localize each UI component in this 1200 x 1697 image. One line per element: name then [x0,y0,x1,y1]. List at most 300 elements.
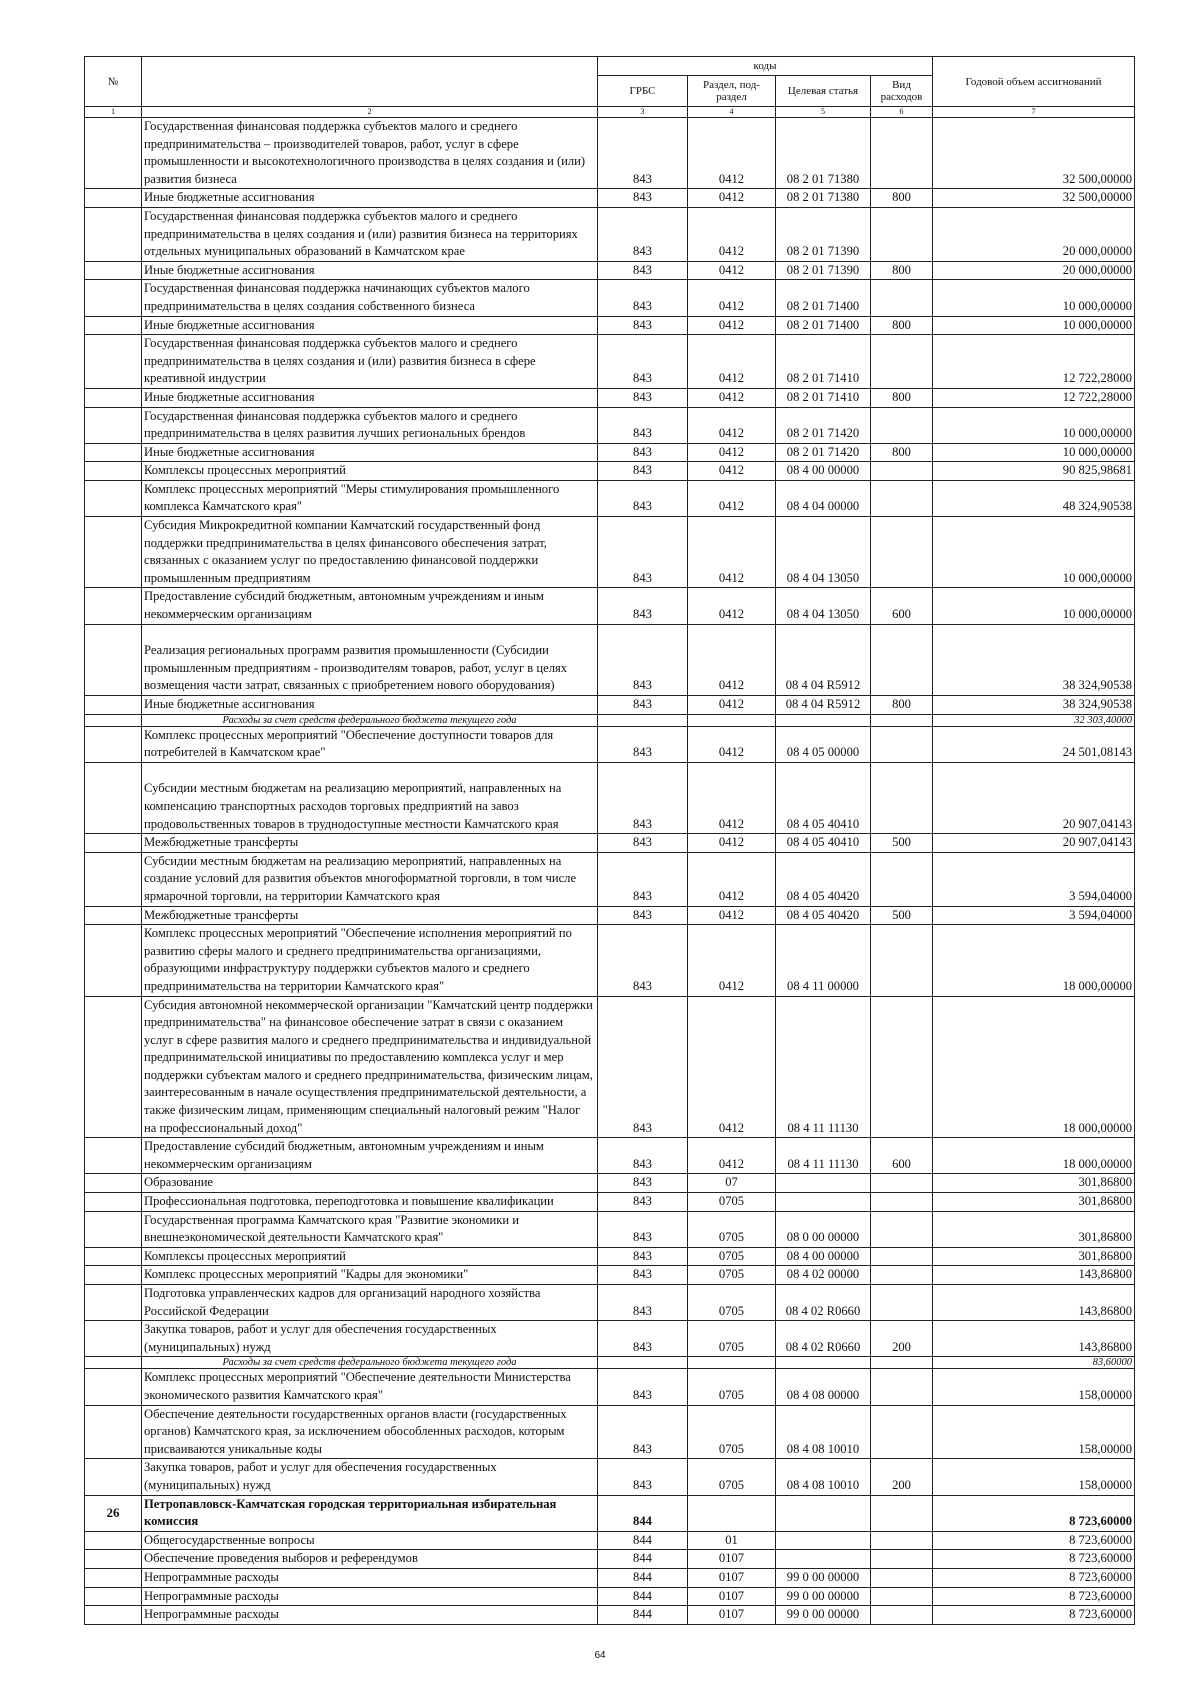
row-target: 08 2 01 71380 [776,189,871,208]
row-amount: 24 501,08143 [933,726,1135,762]
row-target: 08 4 05 00000 [776,726,871,762]
table-row [85,1138,1135,1174]
row-name: Профессиональная подготовка, переподготовка и повышение квалификации [142,1193,598,1212]
row-section: 0705 [688,1211,776,1247]
row-name: Государственная финансовая поддержка начинающих субъектов малого предпринимательства в целях создания собственного бизнеса [142,280,598,316]
row-kind: 800 [871,261,933,280]
row-grbs: 844 [598,1568,688,1587]
row-name: Государственная финансовая поддержка субъектов малого и среднего предпринимательства – производителей товаров, работ, услуг в сфере промышленности и высокотехнологичного производства в целях создания и (или) развития бизнеса [142,118,598,189]
row-amount: 8 723,60000 [933,1495,1135,1531]
row-section [688,1495,776,1531]
row-amount: 32 500,00000 [933,118,1135,189]
row-grbs: 843 [598,1405,688,1459]
row-target: 08 2 01 71410 [776,335,871,389]
table-row [85,588,1135,624]
row-amount: 32 500,00000 [933,189,1135,208]
table-row [85,834,1135,853]
table-row [85,335,1135,389]
table-row [85,207,1135,261]
row-number [85,207,142,261]
row-amount: 20 907,04143 [933,762,1135,833]
row-number [85,261,142,280]
row-grbs: 843 [598,462,688,481]
table-row [85,1247,1135,1266]
table-row [85,1587,1135,1606]
row-grbs: 843 [598,1138,688,1174]
table-row [85,925,1135,996]
row-name: Комплексы процессных мероприятий [142,462,598,481]
row-target: 08 4 05 40410 [776,834,871,853]
row-target: 08 4 05 40410 [776,762,871,833]
row-grbs: 843 [598,1247,688,1266]
row-section: 0412 [688,462,776,481]
colnum-2: 2 [142,107,598,118]
row-target: 08 2 01 71400 [776,280,871,316]
row-amount: 32 303,40000 [933,714,1135,726]
row-target: 08 2 01 71410 [776,388,871,407]
row-kind: 800 [871,443,933,462]
row-section: 0412 [688,118,776,189]
row-grbs: 843 [598,925,688,996]
row-amount: 10 000,00000 [933,443,1135,462]
row-target: 08 4 04 13050 [776,588,871,624]
row-name: Иные бюджетные ассигнования [142,388,598,407]
row-section: 0412 [688,189,776,208]
row-grbs [598,1357,688,1369]
row-number [85,624,142,695]
row-target [776,1357,871,1369]
table-body [85,118,1135,1625]
table-row [85,1357,1135,1369]
row-name: Иные бюджетные ассигнования [142,189,598,208]
row-number [85,1459,142,1495]
row-number [85,280,142,316]
row-kind [871,335,933,389]
row-amount: 8 723,60000 [933,1550,1135,1569]
row-number: 26 [85,1495,142,1531]
row-kind [871,1357,933,1369]
row-number [85,1405,142,1459]
row-amount: 20 907,04143 [933,834,1135,853]
row-section: 0705 [688,1321,776,1357]
row-number [85,762,142,833]
row-kind [871,1266,933,1285]
row-kind: 800 [871,316,933,335]
row-name: Непрограммные расходы [142,1587,598,1606]
row-kind: 800 [871,189,933,208]
header-name [142,57,598,107]
row-section: 0412 [688,280,776,316]
row-number [85,1138,142,1174]
row-name: Непрограммные расходы [142,1606,598,1625]
row-amount: 143,86800 [933,1321,1135,1357]
table-row [85,1531,1135,1550]
row-kind [871,1550,933,1569]
row-target: 08 2 01 71390 [776,261,871,280]
row-section: 0412 [688,1138,776,1174]
table-row [85,1321,1135,1357]
row-grbs: 843 [598,1266,688,1285]
row-grbs [598,714,688,726]
row-grbs: 843 [598,517,688,588]
header-kind: Вид расходов [871,76,933,107]
table-row [85,517,1135,588]
row-amount: 8 723,60000 [933,1531,1135,1550]
table-row [85,189,1135,208]
row-target [776,1495,871,1531]
row-name: Государственная финансовая поддержка субъектов малого и среднего предпринимательства в целях создания и (или) развития бизнеса на территориях отдельных муниципальных образований в Камчатском крае [142,207,598,261]
row-name: Расходы за счет средств федерального бюджета текущего года [142,714,598,726]
row-target: 08 4 05 40420 [776,906,871,925]
row-section: 07 [688,1174,776,1193]
row-section: 0412 [688,588,776,624]
row-target: 08 4 04 R5912 [776,696,871,715]
row-grbs: 843 [598,1459,688,1495]
row-amount: 12 722,28000 [933,388,1135,407]
table-row [85,696,1135,715]
row-number [85,480,142,516]
row-target: 08 4 08 10010 [776,1405,871,1459]
row-section [688,714,776,726]
row-section: 0412 [688,906,776,925]
row-number [85,1587,142,1606]
row-number [85,1369,142,1405]
row-name: Подготовка управленческих кадров для организаций народного хозяйства Российской Федерации [142,1285,598,1321]
row-grbs: 843 [598,1285,688,1321]
row-amount: 301,86800 [933,1193,1135,1212]
row-section: 0412 [688,624,776,695]
row-grbs: 843 [598,726,688,762]
row-amount: 10 000,00000 [933,588,1135,624]
row-target: 08 4 04 R5912 [776,624,871,695]
row-amount: 90 825,98681 [933,462,1135,481]
row-name: Межбюджетные трансферты [142,834,598,853]
row-grbs: 843 [598,624,688,695]
row-number [85,906,142,925]
row-name: Иные бюджетные ассигнования [142,316,598,335]
row-number [85,1174,142,1193]
row-name: Субсидии местным бюджетам на реализацию мероприятий, направленных на создание условий для развития объектов многоформатной торговли, в том числе ярмарочной торговли, на территории Камчатского края [142,852,598,906]
row-target [776,714,871,726]
row-kind: 200 [871,1321,933,1357]
row-amount: 83,60000 [933,1357,1135,1369]
table-row [85,714,1135,726]
row-kind [871,852,933,906]
row-section: 0705 [688,1247,776,1266]
row-amount: 38 324,90538 [933,696,1135,715]
row-section: 01 [688,1531,776,1550]
row-number [85,388,142,407]
row-grbs: 843 [598,1321,688,1357]
row-number [85,714,142,726]
row-name: Комплекс процессных мероприятий "Меры стимулирования промышленного комплекса Камчатского края" [142,480,598,516]
row-target: 08 4 08 10010 [776,1459,871,1495]
table-row [85,280,1135,316]
row-kind [871,1568,933,1587]
row-section: 0412 [688,517,776,588]
row-section: 0107 [688,1606,776,1625]
row-name: Расходы за счет средств федерального бюджета текущего года [142,1357,598,1369]
table-row [85,443,1135,462]
row-name: Предоставление субсидий бюджетным, автономным учреждениям и иным некоммерческим организациям [142,588,598,624]
row-kind [871,726,933,762]
header-amount: Годовой объем ассигнований [933,57,1135,107]
row-name: Закупка товаров, работ и услуг для обеспечения государственных (муниципальных) нужд [142,1321,598,1357]
row-target [776,1193,871,1212]
row-name: Государственная финансовая поддержка субъектов малого и среднего предпринимательства в целях развития лучших региональных брендов [142,407,598,443]
row-amount: 48 324,90538 [933,480,1135,516]
row-name: Непрограммные расходы [142,1568,598,1587]
table-row [85,1285,1135,1321]
row-kind [871,1193,933,1212]
row-name: Комплекс процессных мероприятий "Обеспечение деятельности Министерства экономического развития Камчатского края" [142,1369,598,1405]
row-target [776,1174,871,1193]
header-grbs: ГРБС [598,76,688,107]
row-kind [871,1285,933,1321]
row-kind [871,1247,933,1266]
table-row [85,480,1135,516]
header-codes: коды [598,57,933,76]
page-number: 64 [594,1650,606,1661]
row-number [85,1531,142,1550]
row-kind [871,1369,933,1405]
colnum-3: 3 [598,107,688,118]
row-number [85,1247,142,1266]
row-kind [871,714,933,726]
row-number [85,588,142,624]
row-name: Комплекс процессных мероприятий "Обеспечение исполнения мероприятий по развитию сферы малого и среднего предпринимательства организациями, образующими инфраструктуру поддержки субъектов малого и среднего предпринимательства на территории Камчатского края" [142,925,598,996]
row-section: 0412 [688,335,776,389]
row-name: Государственная программа Камчатского края "Развитие экономики и внешнеэкономической деятельности Камчатского края" [142,1211,598,1247]
header-section: Раздел, под-раздел [688,76,776,107]
row-grbs: 843 [598,1369,688,1405]
row-grbs: 843 [598,207,688,261]
row-name: Предоставление субсидий бюджетным, автономным учреждениям и иным некоммерческим организациям [142,1138,598,1174]
row-number [85,726,142,762]
row-target: 99 0 00 00000 [776,1587,871,1606]
row-name: Комплексы процессных мероприятий [142,1247,598,1266]
row-section: 0107 [688,1568,776,1587]
row-grbs: 843 [598,189,688,208]
row-grbs: 843 [598,588,688,624]
row-kind [871,517,933,588]
table-row [85,624,1135,695]
row-grbs: 843 [598,762,688,833]
row-kind: 500 [871,906,933,925]
row-grbs: 843 [598,696,688,715]
row-number [85,462,142,481]
budget-sheet [84,56,1134,1625]
row-amount: 8 723,60000 [933,1606,1135,1625]
row-name: Комплекс процессных мероприятий "Обеспечение доступности товаров для потребителей в Камчатском крае" [142,726,598,762]
row-target [776,1531,871,1550]
row-target: 08 4 00 00000 [776,462,871,481]
row-number [85,1568,142,1587]
row-section [688,1357,776,1369]
table-row [85,388,1135,407]
row-section: 0412 [688,261,776,280]
row-section: 0412 [688,316,776,335]
row-section: 0412 [688,996,776,1138]
table-row [85,261,1135,280]
colnum-4: 4 [688,107,776,118]
row-amount: 10 000,00000 [933,280,1135,316]
table-header [85,57,1135,118]
column-numbers [85,107,1135,118]
row-section: 0412 [688,762,776,833]
row-target: 08 4 11 11130 [776,996,871,1138]
row-number [85,407,142,443]
row-number [85,1285,142,1321]
table-row [85,1266,1135,1285]
row-grbs: 843 [598,280,688,316]
row-target: 08 4 02 00000 [776,1266,871,1285]
row-amount: 10 000,00000 [933,517,1135,588]
table-row [85,1405,1135,1459]
row-amount: 18 000,00000 [933,925,1135,996]
row-section: 0107 [688,1587,776,1606]
row-grbs: 843 [598,335,688,389]
row-grbs: 843 [598,1174,688,1193]
row-kind [871,1587,933,1606]
row-name: Обеспечение проведения выборов и референдумов [142,1550,598,1569]
row-target: 08 2 01 71420 [776,407,871,443]
row-amount: 3 594,04000 [933,906,1135,925]
row-number [85,335,142,389]
header-no: № [85,57,142,107]
row-number [85,517,142,588]
row-target: 08 4 11 11130 [776,1138,871,1174]
row-kind [871,1174,933,1193]
row-grbs: 843 [598,118,688,189]
row-grbs: 843 [598,407,688,443]
row-section: 0705 [688,1285,776,1321]
row-name: Обеспечение деятельности государственных органов власти (государственных органов) Камчатского края, за исключением обособленных расходов, которым присваиваются уникальные коды [142,1405,598,1459]
table-row [85,852,1135,906]
row-target: 08 4 02 R0660 [776,1321,871,1357]
row-grbs: 843 [598,1211,688,1247]
table-row [85,1459,1135,1495]
row-name: Субсидия автономной некоммерческой организации "Камчатский центр поддержки предпринимательства" на финансовое обеспечение затрат в связи с оказанием услуг в сфере развития малого и среднего предпринимательства и индивидуальной предпринимательской инициативы по предоставлению комплекса услуг и мер поддержки субъектам малого и среднего предпринимательства, физическим лицам, заинтересованным в начале осуществления предпринимательской деятельности, а также физическим лицам, применяющим специальный налоговый режим "Налог на профессиональный доход" [142,996,598,1138]
row-amount: 158,00000 [933,1369,1135,1405]
row-number [85,925,142,996]
table-row [85,1211,1135,1247]
table-row [85,906,1135,925]
table-row [85,1550,1135,1569]
row-amount: 158,00000 [933,1405,1135,1459]
row-name: Закупка товаров, работ и услуг для обеспечения государственных (муниципальных) нужд [142,1459,598,1495]
row-section: 0412 [688,388,776,407]
row-number [85,443,142,462]
row-name: Иные бюджетные ассигнования [142,443,598,462]
row-number [85,1211,142,1247]
row-kind [871,624,933,695]
row-grbs: 844 [598,1531,688,1550]
row-kind [871,1495,933,1531]
table-row [85,407,1135,443]
row-kind: 600 [871,1138,933,1174]
row-number [85,1550,142,1569]
row-section: 0705 [688,1266,776,1285]
row-name: Реализация региональных программ развития промышленности (Субсидии промышленным предприятиям - производителям товаров, работ, услуг в целях возмещения части затрат, связанных с приобретением нового оборудования) [142,624,598,695]
row-amount: 12 722,28000 [933,335,1135,389]
row-target [776,1550,871,1569]
row-amount: 20 000,00000 [933,261,1135,280]
table-row [85,118,1135,189]
row-kind: 500 [871,834,933,853]
row-number [85,118,142,189]
row-target: 08 4 08 00000 [776,1369,871,1405]
row-kind [871,1211,933,1247]
row-number [85,834,142,853]
row-name: Образование [142,1174,598,1193]
row-kind [871,925,933,996]
row-grbs: 843 [598,443,688,462]
row-number [85,189,142,208]
row-kind [871,207,933,261]
row-name: Петропавловск-Камчатская городская территориальная избирательная комиссия [142,1495,598,1531]
row-amount: 8 723,60000 [933,1568,1135,1587]
row-grbs: 844 [598,1606,688,1625]
row-amount: 301,86800 [933,1247,1135,1266]
row-amount: 143,86800 [933,1266,1135,1285]
row-name: Комплекс процессных мероприятий "Кадры для экономики" [142,1266,598,1285]
table-row [85,1174,1135,1193]
row-target: 08 2 01 71400 [776,316,871,335]
row-grbs: 843 [598,261,688,280]
table-row [85,1568,1135,1587]
colnum-6: 6 [871,107,933,118]
row-amount: 143,86800 [933,1285,1135,1321]
row-section: 0705 [688,1405,776,1459]
row-number [85,1357,142,1369]
row-target: 08 4 04 00000 [776,480,871,516]
row-target: 08 4 04 13050 [776,517,871,588]
row-kind [871,1606,933,1625]
row-amount: 301,86800 [933,1211,1135,1247]
row-name: Межбюджетные трансферты [142,906,598,925]
row-number [85,316,142,335]
row-section: 0412 [688,834,776,853]
row-kind [871,462,933,481]
row-grbs: 843 [598,480,688,516]
row-target: 99 0 00 00000 [776,1568,871,1587]
row-target: 08 4 02 R0660 [776,1285,871,1321]
row-target: 08 2 01 71390 [776,207,871,261]
row-kind: 800 [871,388,933,407]
row-target: 08 4 05 40420 [776,852,871,906]
table-row [85,726,1135,762]
row-grbs: 843 [598,996,688,1138]
row-name: Государственная финансовая поддержка субъектов малого и среднего предпринимательства в целях создания и (или) развития бизнеса в сфере креативной индустрии [142,335,598,389]
row-kind [871,280,933,316]
row-kind [871,407,933,443]
row-kind: 200 [871,1459,933,1495]
row-kind [871,996,933,1138]
row-name: Иные бюджетные ассигнования [142,696,598,715]
row-kind [871,480,933,516]
row-target: 08 4 00 00000 [776,1247,871,1266]
table-row [85,762,1135,833]
colnum-5: 5 [776,107,871,118]
row-kind: 800 [871,696,933,715]
row-section: 0705 [688,1193,776,1212]
row-section: 0412 [688,925,776,996]
row-kind [871,118,933,189]
row-kind: 600 [871,588,933,624]
row-grbs: 843 [598,852,688,906]
row-amount: 38 324,90538 [933,624,1135,695]
